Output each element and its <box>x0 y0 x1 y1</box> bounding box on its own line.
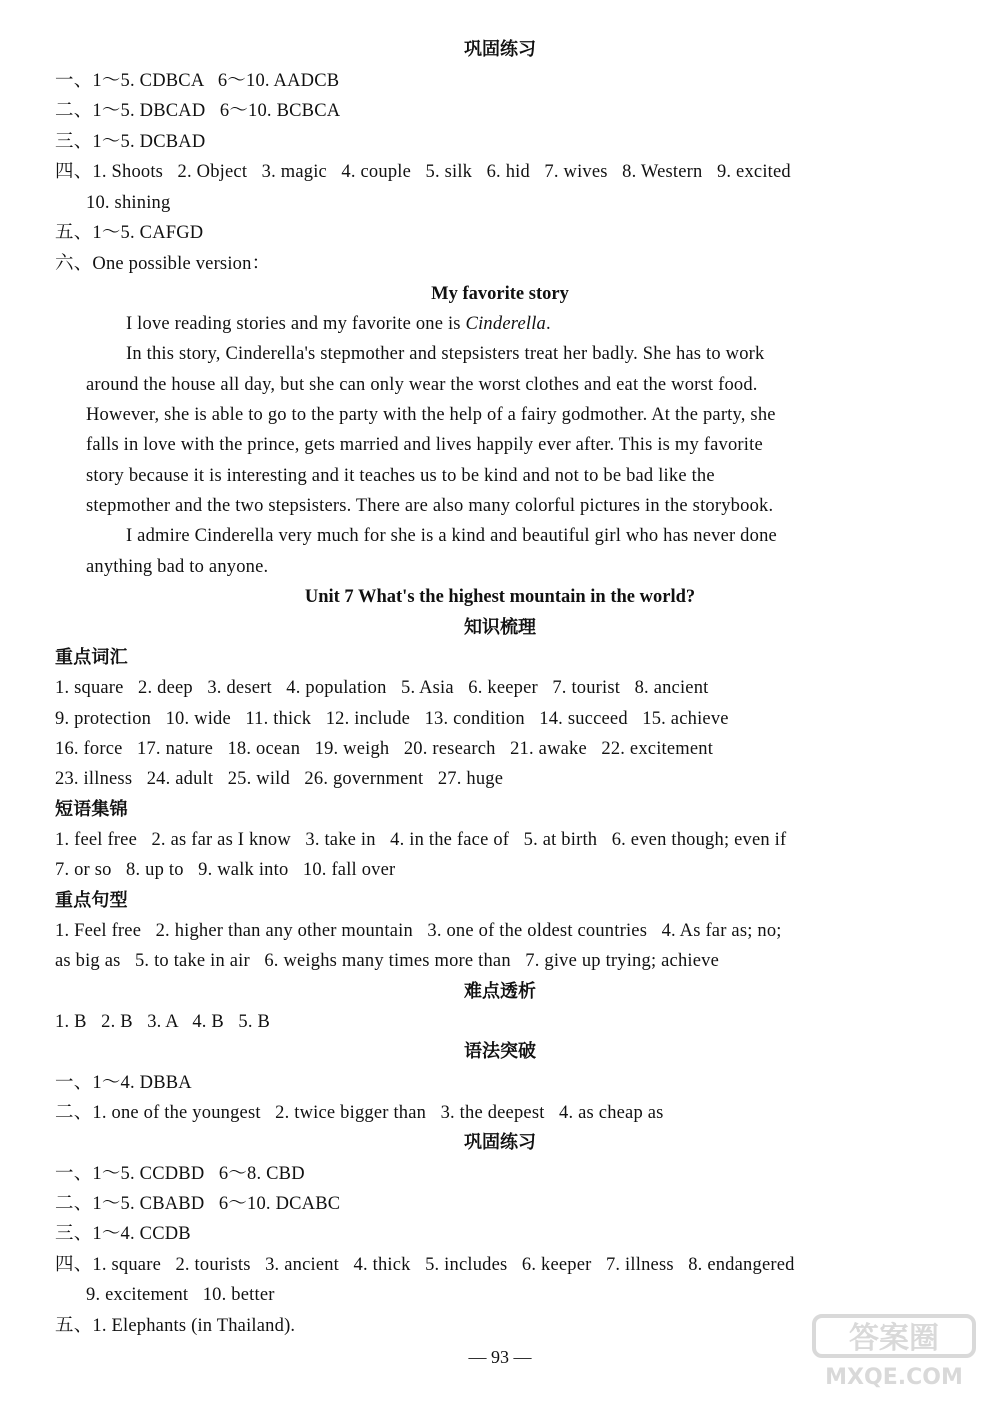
svg-text:答案圈: 答案圈 <box>849 1321 939 1356</box>
essay-line: However, she is able to go to the party with the help of a fairy godmother. At the party, she <box>86 405 776 425</box>
answer-line: 五、1～5. CAFGD <box>55 223 204 243</box>
essay-line: falls in love with the prince, gets married and lives happily ever after. This is my favorite <box>86 435 763 455</box>
vocab-line: 16. force 17. nature 18. ocean 19. weigh 20. research 21. awake 22. excitement <box>55 739 714 759</box>
practice-line: 9. excitement 10. better <box>86 1285 275 1305</box>
answer-line: 二、1～5. DBCAD 6～10. BCBCA <box>55 101 341 121</box>
difficulty-line: 1. B 2. B 3. A 4. B 5. B <box>55 1012 271 1032</box>
watermark-logo <box>810 1312 980 1402</box>
phrase-line: 1. feel free 2. as far as I know 3. take in 4. in the face of 5. at birth 6. even though; even if <box>55 830 787 850</box>
subheading-phrases: 短语集锦 <box>55 799 128 820</box>
vocab-line: 9. protection 10. wide 11. thick 12. include 13. condition 14. succeed 15. achieve <box>55 709 729 729</box>
grammar-line: 二、1. one of the youngest 2. twice bigger than 3. the deepest 4. as cheap as <box>55 1103 664 1123</box>
section-heading-grammar: 语法突破 <box>464 1041 536 1062</box>
section-heading-difficulty: 难点透析 <box>464 981 536 1002</box>
essay-line: story because it is interesting and it teaches us to be kind and not to be bad like the <box>86 466 715 486</box>
essay-line: I love reading stories and my favorite one is Cinderella. <box>126 314 551 334</box>
vocab-line: 23. illness 24. adult 25. wild 26. government 27. huge <box>55 769 504 789</box>
answer-line: 10. shining <box>86 193 171 213</box>
section-heading-knowledge: 知识梳理 <box>464 617 536 638</box>
answer-line: 一、1～5. CDBCA 6～10. AADCB <box>55 71 340 91</box>
page-number: — 93 — <box>468 1347 532 1367</box>
sentence-line: 1. Feel free 2. higher than any other mountain 3. one of the oldest countries 4. As far as; no; <box>55 921 782 941</box>
section-heading-practice: 巩固练习 <box>464 1132 536 1153</box>
essay-line: stepmother and the two stepsisters. There are also many colorful pictures in the storybook. <box>86 496 774 516</box>
sentence-line: as big as 5. to take in air 6. weighs many times more than 7. give up trying; achieve <box>55 951 720 971</box>
grammar-line: 一、1～4. DBBA <box>55 1073 192 1093</box>
essay-line: anything bad to anyone. <box>86 557 269 577</box>
answer-line: 三、1～5. DCBAD <box>55 132 206 152</box>
svg-text:MXQE.COM: MXQE.COM <box>825 1365 963 1390</box>
practice-line: 二、1～5. CBABD 6～10. DCABC <box>55 1194 341 1214</box>
practice-line: 三、1～4. CCDB <box>55 1224 191 1244</box>
practice-line: 五、1. Elephants (in Thailand). <box>55 1316 296 1336</box>
answer-line: 六、One possible version： <box>55 254 271 274</box>
practice-line: 一、1～5. CCDBD 6～8. CBD <box>55 1164 305 1184</box>
essay-italic-title: Cinderella <box>465 314 546 334</box>
unit-title: Unit 7 What's the highest mountain in the world? <box>304 587 696 607</box>
watermark-icon <box>810 1312 980 1392</box>
essay-line: around the house all day, but she can only wear the worst clothes and eat the worst food. <box>86 375 758 395</box>
answer-line: 四、1. Shoots 2. Object 3. magic 4. couple 5. silk 6. hid 7. wives 8. Western 9. excited <box>55 162 791 182</box>
subheading-sentences: 重点句型 <box>55 890 128 911</box>
essay-line: In this story, Cinderella's stepmother and stepsisters treat her badly. She has to work <box>126 344 765 364</box>
practice-line: 四、1. square 2. tourists 3. ancient 4. thick 5. includes 6. keeper 7. illness 8. endangered <box>55 1255 795 1275</box>
section-heading-consolidation: 巩固练习 <box>464 39 536 60</box>
subheading-vocab: 重点词汇 <box>55 647 128 668</box>
essay-line: I admire Cinderella very much for she is a kind and beautiful girl who has never done <box>126 526 777 546</box>
phrase-line: 7. or so 8. up to 9. walk into 10. fall over <box>55 860 396 880</box>
vocab-line: 1. square 2. deep 3. desert 4. population 5. Asia 6. keeper 7. tourist 8. ancient <box>55 678 709 698</box>
essay-title: My favorite story <box>431 284 569 304</box>
